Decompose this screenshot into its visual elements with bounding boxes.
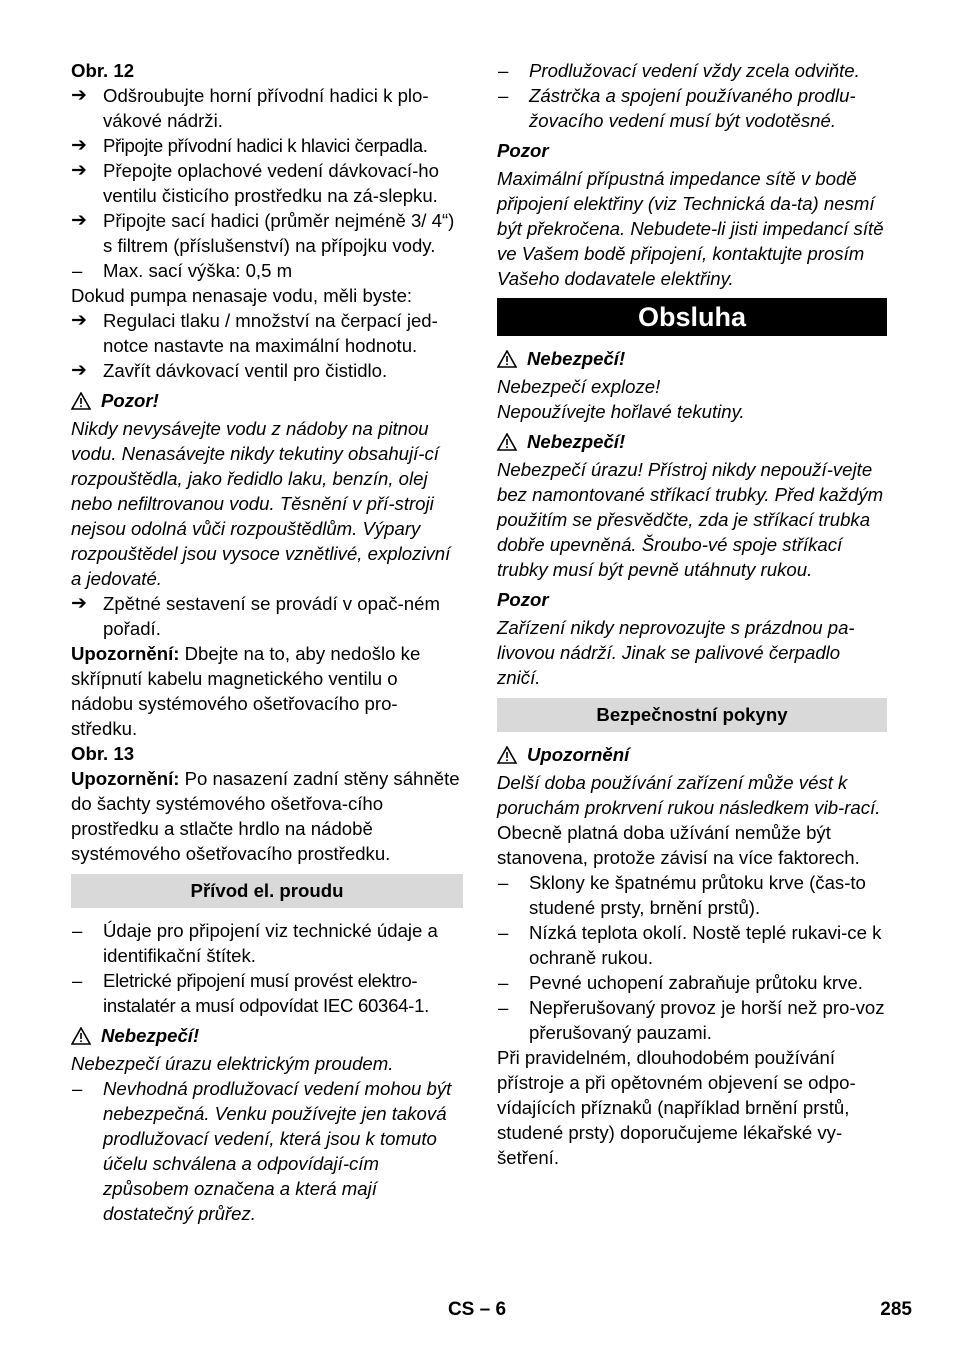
paragraph: Obecně platná doba užívání nemůže být stanovena, protože závisí na více faktorech. <box>497 822 860 868</box>
arrow-icon: ➔ <box>71 310 87 331</box>
instruction-item: ➔ Regulaci tlaku / množství na čerpací jed-notce nastavte na maximální hodnotu. <box>71 310 438 356</box>
dash-bullet: – <box>72 920 83 941</box>
list-item: – Max. sací výška: 0,5 m <box>72 260 293 281</box>
arrow-icon: ➔ <box>71 360 87 381</box>
instruction-item: ➔ Připojte sací hadici (průměr nejméně 3/ 4“) s filtrem (příslušenství) na přípojku vody. <box>71 210 455 256</box>
dash-bullet: – <box>498 85 509 106</box>
list-item: – Nevhodná prodlužovací vedení mohou být nebezpečná. Venku používejte jen taková prodlužovací vedení, která jsou k tomuto účelu schválena a odpovídají-cím způsobem označena a která mají dostatečný průřez. <box>72 1078 452 1224</box>
warning-text: Nebezpečí úrazu! Přístroj nikdy nepouží-vejte bez namontované stříkací trubky. Před každým použitím se přesvědčte, zda je stříkací trubka dobře upevněná. Šroubo-vé spoje stříkací trubky musí být pevně utáhnuty rukou. <box>497 459 884 580</box>
warning-text: Delší doba používání zařízení může vést k poruchám prokrvení rukou následkem vib-rací. <box>497 772 881 818</box>
warning-heading: Upozornění <box>497 742 887 767</box>
dash-bullet: – <box>498 60 509 81</box>
note-label: Upozornění: <box>71 768 180 789</box>
warning-heading: Nebezpečí! <box>497 429 887 454</box>
chapter-heading: Obsluha <box>497 298 887 336</box>
warning-heading: Nebezpečí! <box>71 1023 463 1048</box>
list-item: – Údaje pro připojení viz technické údaje a identifikační štítek. <box>72 920 438 966</box>
warning-icon <box>497 433 519 451</box>
dash-bullet: – <box>498 972 509 993</box>
paragraph: Dokud pumpa nenasaje vodu, měli byste: <box>71 285 413 306</box>
dash-bullet: – <box>498 997 509 1018</box>
warning-icon <box>71 392 93 410</box>
dash-bullet: – <box>72 970 83 991</box>
list-item: – Nepřerušovaný provoz je horší než pro-voz přerušovaný pauzami. <box>498 997 885 1043</box>
caution-text: Zařízení nikdy neprovozujte s prázdnou pa-livovou nádrží. Jinak se palivové čerpadlo zničí. <box>497 617 855 688</box>
instruction-item: ➔ Přepojte oplachové vedení dávkovací-ho ventilu čisticího prostředku na zá-slepku. <box>71 160 439 206</box>
list-item: – Eletrické připojení musí provést elektro-instalatér a musí odpovídat IEC 60364-1. <box>72 970 429 1016</box>
warning-text: Nepoužívejte hořlavé tekutiny. <box>497 401 745 422</box>
warning-icon <box>497 746 519 764</box>
caution-text: Maximální přípustná impedance sítě v bodě připojení elektřiny (viz Technická da-ta) nesmí být překročena. Nebudete-li jisti impedancí sítě ve Vašem bodě připojení, kontaktujte prosím Vašeho dodavatele elektřiny. <box>497 168 884 289</box>
arrow-icon: ➔ <box>71 85 87 106</box>
right-column <box>497 58 887 1170</box>
list-item: – Prodlužovací vedení vždy zcela odviňte. <box>498 60 860 81</box>
dash-bullet: – <box>72 260 83 281</box>
arrow-icon: ➔ <box>71 160 87 181</box>
instruction-item: ➔ Připojte přívodní hadici k hlavici čerpadla. <box>71 135 428 156</box>
warning-icon <box>497 350 519 368</box>
instruction-item: ➔ Zavřít dávkovací ventil pro čistidlo. <box>71 360 388 381</box>
warning-icon <box>71 1027 93 1045</box>
note-label: Upozornění: <box>71 643 180 664</box>
footer-section-label: CS – 6 <box>447 1299 507 1320</box>
instruction-item: ➔ Odšroubujte horní přívodní hadici k plo-vákové nádrži. <box>71 85 429 131</box>
figure-label: Obr. 12 <box>71 60 135 81</box>
warning-heading: Pozor! <box>71 388 463 413</box>
warning-text: Nebezpečí úrazu elektrickým proudem. <box>71 1053 394 1074</box>
note-paragraph: Upozornění: Dbejte na to, aby nedošlo ke skřípnutí kabelu magnetického ventilu o nádobu systémového ošetřovacího pro-středku. <box>71 643 421 739</box>
caution-heading: Pozor <box>497 589 549 610</box>
dash-bullet: – <box>498 922 509 943</box>
list-item: – Pevné uchopení zabraňuje průtoku krve. <box>498 972 863 993</box>
dash-bullet: – <box>72 1078 83 1099</box>
page-number: 285 <box>880 1299 912 1320</box>
dash-bullet: – <box>498 872 509 893</box>
list-item: – Nízká teplota okolí. Nostě teplé rukavi-ce k ochraně rukou. <box>498 922 882 968</box>
section-heading: Bezpečnostní pokyny <box>497 698 887 732</box>
left-column <box>71 58 463 1226</box>
instruction-item: ➔ Zpětné sestavení se provádí v opač-ném pořadí. <box>71 593 440 639</box>
list-item: – Sklony ke špatnému průtoku krve (čas-to studené prsty, brnění prstů). <box>498 872 866 918</box>
section-heading: Přívod el. proudu <box>71 874 463 908</box>
warning-text: Nebezpečí exploze! <box>497 376 661 397</box>
note-paragraph: Upozornění: Po nasazení zadní stěny sáhněte do šachty systémového ošetřova-cího prostředku a stlačte hrdlo na nádobě systémového ošetřovacího prostředku. <box>71 768 460 864</box>
arrow-icon: ➔ <box>71 593 87 614</box>
warning-heading: Nebezpečí! <box>497 346 887 371</box>
list-item: – Zástrčka a spojení používaného prodlu-žovacího vedení musí být vodotěsné. <box>498 85 856 131</box>
paragraph: Při pravidelném, dlouhodobém používání přístroje a při opětovném objevení se odpo-vídajících příznaků (například brnění prstů, studené prsty) doporučujeme lékařské vy-šetření. <box>497 1047 856 1168</box>
warning-text: Nikdy nevysávejte vodu z nádoby na pitnou vodu. Nenasávejte nikdy tekutiny obsahují-cí rozpouštědla, jako ředidlo laku, benzín, olej nebo nefiltrovanou vodu. Těsnění v pří-stroji nejsou odolná vůči rozpouštědlům. Výpary rozpouštědel jsou vysoce vznětlivé, explozivní a jedovaté. <box>71 418 451 589</box>
caution-heading: Pozor <box>497 140 549 161</box>
arrow-icon: ➔ <box>71 210 87 231</box>
figure-label: Obr. 13 <box>71 743 135 764</box>
arrow-icon: ➔ <box>71 135 87 156</box>
